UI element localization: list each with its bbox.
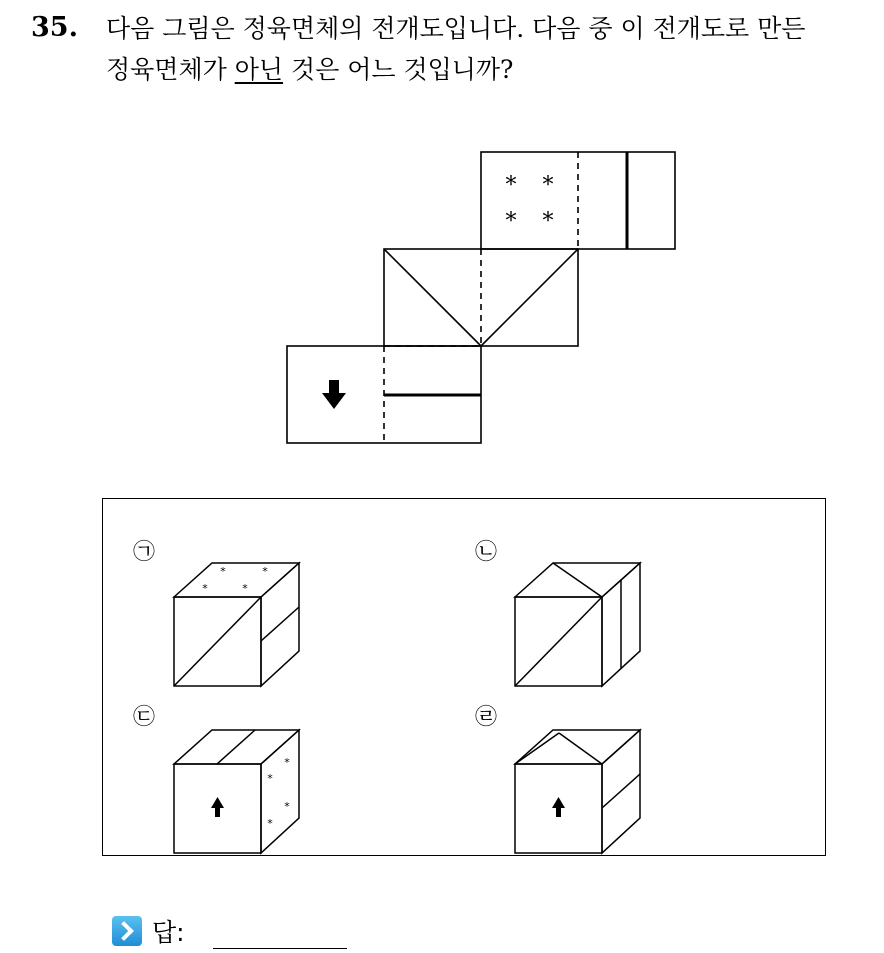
net-asterisk: * <box>542 209 554 234</box>
cube-asterisk: * <box>262 565 268 578</box>
cube-asterisk: * <box>284 756 290 769</box>
cube-asterisk: * <box>220 565 226 578</box>
cube-asterisk: * <box>242 582 248 595</box>
cube-asterisk: * <box>267 772 273 785</box>
net-diagonal-right <box>481 249 578 346</box>
cube-asterisk: * <box>284 800 290 813</box>
question-text-part2: 것은 어느 것입니까? <box>283 55 514 84</box>
answer-row <box>112 914 185 948</box>
answer-blank-line[interactable] <box>213 948 347 949</box>
choice-label-a: ㉠ <box>132 540 156 565</box>
choice-label-d: ㉣ <box>474 705 498 730</box>
cube-net <box>287 152 675 443</box>
cube-asterisk: * <box>267 817 273 830</box>
cube-asterisk: * <box>202 582 208 595</box>
net-asterisk: * <box>505 209 517 234</box>
choice-label-c: ㉢ <box>132 705 156 730</box>
net-asterisk: * <box>542 173 554 198</box>
question-text-line1: 다음 그림은 정육면체의 전개도입니다. 다음 중 이 전개도로 만든 <box>106 14 806 43</box>
net-asterisk: * <box>505 173 517 198</box>
down-arrow-icon <box>322 380 346 409</box>
question-underlined-word: 아닌 <box>234 55 284 84</box>
chevron-right-icon <box>112 916 142 946</box>
answer-label: 답: <box>152 918 185 947</box>
net-diagonal-left <box>384 249 481 346</box>
choice-label-b: ㉡ <box>474 540 498 565</box>
question-number: 35. <box>31 12 78 43</box>
net-asterisks <box>506 173 554 234</box>
question-text-part1: 정육면체가 <box>106 55 235 84</box>
choices-box <box>102 498 826 856</box>
